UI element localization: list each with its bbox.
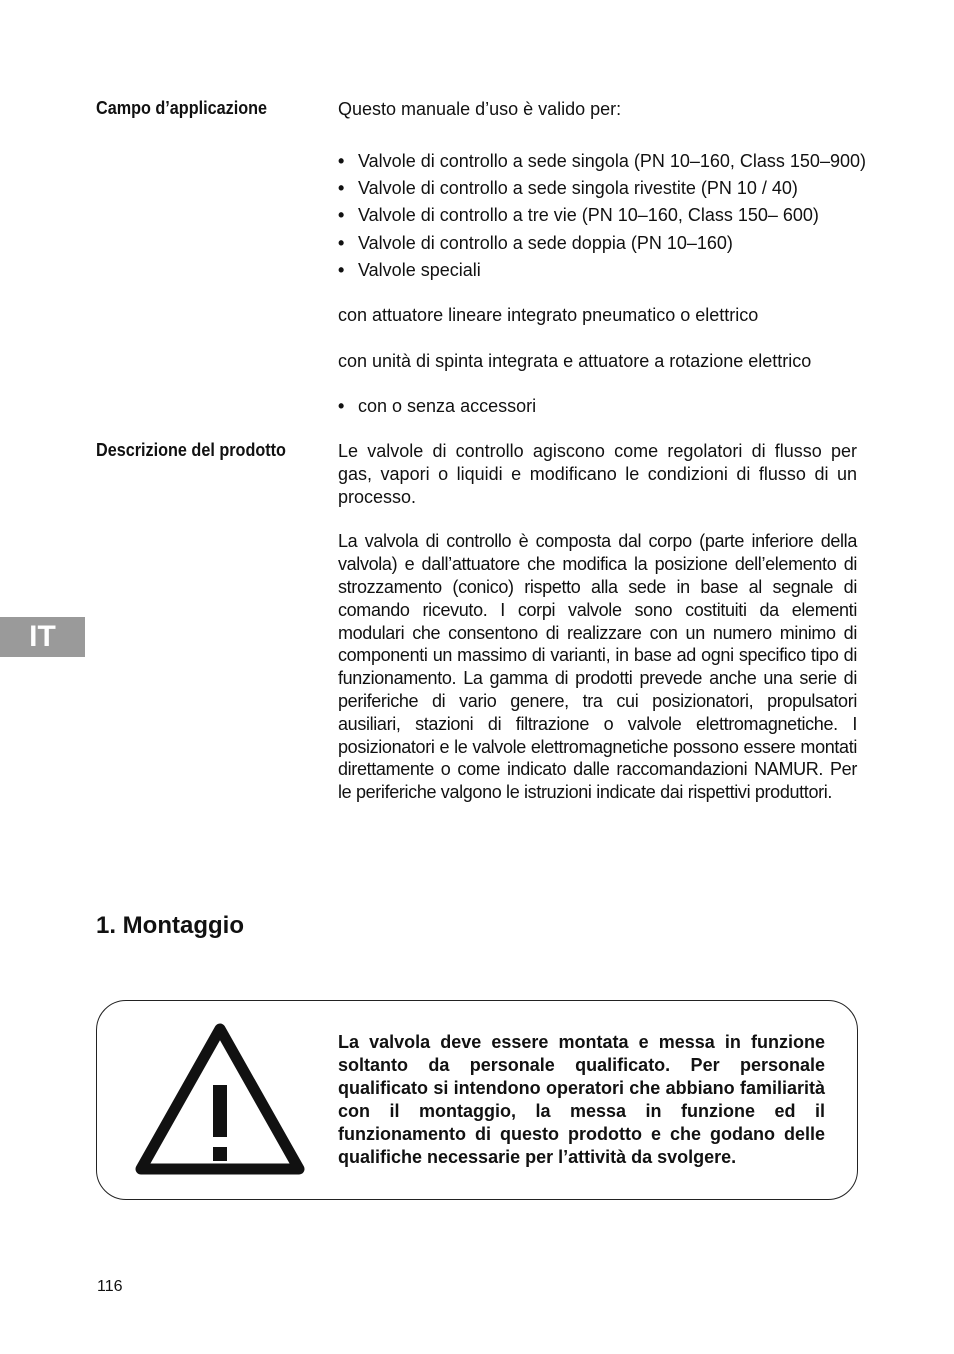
scope-label: Campo d’applicazione [96,98,268,118]
warning-box [96,1000,858,1200]
product-section [338,440,857,804]
scope-thrust-line: con unità di spinta integrata e attuatore a rotazione elettrico [338,351,812,372]
list-item: • Valvole di controllo a tre vie (PN 10–160, Class 150– 600) [338,202,857,229]
product-paragraph-1: Le valvole di controllo agiscono come regolatori di flusso per gas, vapori o liquidi e modificano le condizioni di flusso di un processo. [338,441,857,507]
list-item: • Valvole di controllo a sede singola (PN 10–160, Class 150–900) [338,148,857,175]
section-title: 1. Montaggio [96,912,244,939]
list-item: • Valvole di controllo a sede doppia (PN 10–160) [338,230,857,257]
product-paragraph-2: La valvola di controllo è composta dal corpo (parte inferiore della valvola) e dall’attuatore che modifica la posizione dell’elemento di strozzamento (conico) rispetto alla sede in base al segnale di comando ricevuto. I corpi valvole sono costituiti da elementi modulari che consentono di realizzare con un numero minimo di componenti un massimo di varianti, in base ad ogni specifico tipo di funzionamento. La gamma di prodotti prevede anche una serie di periferiche di vario genere, tra cui posizionatori, propulsatori ausiliari, stazioni di filtrazione o valvole elettromagnetiche. I posizionatori e le valvole elettromagnetiche possono essere montati direttamente o come indicato dalle raccomandazioni NAMUR. Per le periferiche valgono le istruzioni indicate dai rispettivi produttori. [338,531,857,803]
scope-accessories-list [338,393,857,420]
scope-list [338,148,866,284]
scope-intro: Questo manuale d’uso è valido per: [338,99,622,119]
list-item: • Valvole speciali [338,257,857,284]
scope-actuator-line: con attuatore lineare integrato pneumatico o elettrico [338,305,759,326]
language-tab: IT [0,617,85,657]
page-number: 116 [97,1278,123,1295]
product-label: Descrizione del prodotto [96,440,286,460]
warning-text: La valvola deve essere montata e messa in funzione soltanto da personale qualificato. Per personale qualificato si intendono operatori che abbiano familiarità con il montaggio, la messa in funzione ed il funzionamento di questo prodotto e che godano delle qualifiche necessarie per l’attività da svolgere. [338,1032,825,1167]
list-item: • con o senza accessori [338,393,857,420]
scope-section [338,98,866,420]
list-item: • Valvole di controllo a sede singola rivestite (PN 10 / 40) [338,175,857,202]
warning-triangle-icon [135,1023,305,1175]
